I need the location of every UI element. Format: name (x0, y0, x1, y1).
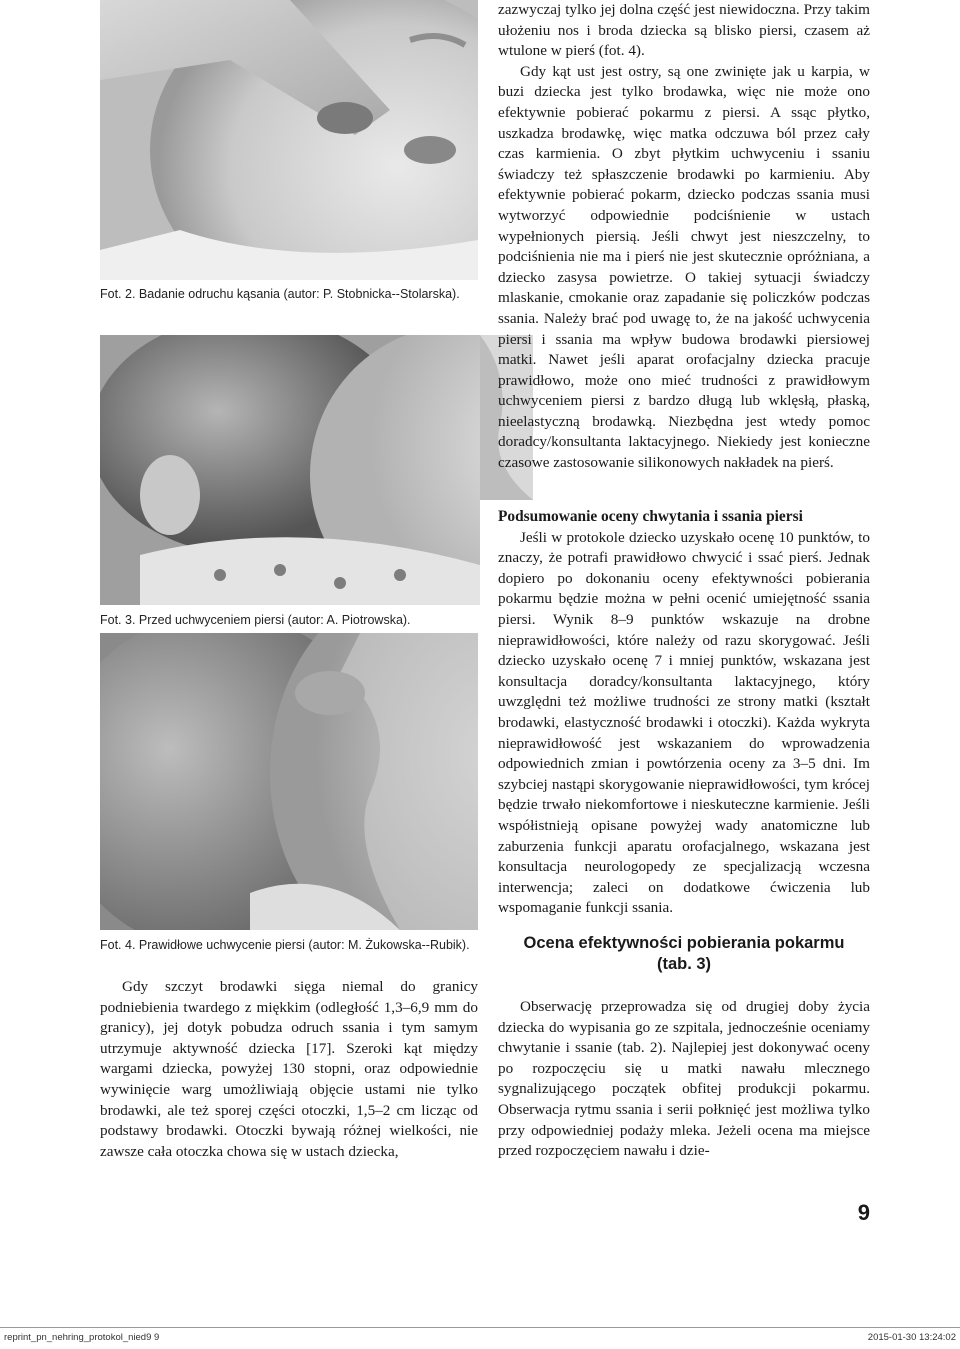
left-bottom-paragraph: Gdy szczyt brodawki sięga niemal do granicy podniebienia twardego z miękkim (odległość 1,3–6,9 mm do granicy), jej dotyk pobudza odruch ssania i tym samym utrzymuje aktywność dziecka [17]. Szeroki kąt między wargami dziecka, powyżej 130 stopni, oraz odpowiednie wywinięcie warg umożliwiają objęcie ustami nie tylko brodawki, ale też sporej części otoczki, 1,5–2 cm licząc od podstawy brodawki. Otoczki bywają różnej wielkości, nie zawsze cała otoczka chowa się w ustach dziecka, (100, 978, 478, 1160)
photo-fig3 (100, 335, 480, 605)
caption-fig3-text: Fot. 3. Przed uchwyceniem piersi (autor: A. Piotrowska). (100, 613, 411, 627)
page-number-text: 9 (857, 1200, 870, 1225)
summary-heading: Podsumowanie oceny chwytania i ssania piersi (498, 508, 803, 525)
footer-filename (4, 1332, 159, 1343)
footer-filename-text: reprint_pn_nehring_protokol_nied9 9 (4, 1332, 160, 1343)
caption-fig2-text: Fot. 2. Badanie odruchu kąsania (autor: P. Stobnicka--Stolarska). (100, 287, 460, 301)
summary-section (498, 507, 870, 919)
photo-fig4 (100, 633, 478, 930)
efficiency-text-block (498, 997, 870, 1162)
caption-fig2 (100, 286, 476, 302)
photo-fig4-illustration (100, 633, 478, 930)
footer-timestamp (868, 1332, 956, 1343)
summary-paragraph: Jeśli w protokole dziecko uzyskało ocenę 10 punktów, to znaczy, że potrafi prawidłowo chwycić i ssać pierś. Jednak dopiero po dokonaniu oceny efektywności pobierania pokarmu będzie można w pełni ocenić umiejętność ssania piersi. Wynik 8–9 punktów wskazuje na drobne nieprawidłowości, które należy od razu skorygować. Jeśli dziecko uzyskało ocenę 7 i mniej punktów, wskazana jest konsultacja doradcy/konsultanta laktacyjnego, który uwzględni też możliwe trudności ze strony matki (kształt brodawki, elastyczność brodawki i otoczki). Każda wykryta nieprawidłowość jest wskazaniem do wprowadzenia odpowiednich zmian i powtórzenia oceny za 3–5 dni. Im szybciej nastąpi skorygowanie nieprawidłowości, tym krócej będzie trwało niekomfortowe i nieskuteczne karmienie. Jeśli współistnieją opisane powyżej wady anatomiczne lub zaburzenia funkcji aparatu orofacjalnego, wskazana jest konsultacja neurologopedy ze specjalizacją wczesna interwencja; zaleci on dodatkowe ćwiczenia lub wspomaganie funkcji ssania. (498, 528, 870, 917)
page-number (840, 1200, 870, 1226)
footer-divider (0, 1327, 960, 1328)
efficiency-heading (508, 933, 860, 975)
efficiency-paragraph: Obserwację przeprowadza się od drugiej doby życia dziecka do wypisania go ze szpitala, jednocześnie oceniamy chwytanie i ssanie (tab. 2). Najlepiej jest dokonywać oceny po rozpoczęciu się u matki nawału mlecznego sygnalizującego początek obfitej produkcji pokarmu. Obserwacja rytmu ssania i serii połknięć jest możliwa tylko przy odpowiedniej podaży mleka. Jeżeli ocena ma miejsce przed rozpoczęciem nawału i dzie- (498, 998, 870, 1160)
caption-fig4-text: Fot. 4. Prawidłowe uchwycenie piersi (autor: M. Żukowska--Rubik). (100, 938, 470, 952)
photo-fig3-illustration (100, 335, 480, 605)
caption-fig4 (100, 937, 478, 953)
right-top-paragraph-2: Gdy kąt ust jest ostry, są one zwinięte jak u karpia, w buzi dziecka jest tylko brodawka, więc nie może ono efektywnie pobierać pokarmu z piersi. A ssąc płytko, uszkadza brodawkę, więc matka odczuwa ból przez cały czas karmienia. O zbyt płytkim uchwyceniu i ssaniu świadczy też spłaszczenie brodawki po karmieniu. Aby efektywnie pobierać pokarm, dziecko podczas ssania musi wytworzyć odpowiednie podciśnienie w ustach wypełnionych piersią. Jeśli chwyt jest nieszczelny, to podciśnienia nie ma i pierś nie jest skutecznie opróżniana, a dziecko zasysa powietrze. O takiej sytuacji świadczy mlaskanie, cmokanie oraz zapadanie się policzków podczas ssania. Należy brać pod uwagę to, że na jakość uchwycenia piersi i ssania ma wpływ budowa brodawki piersiowej matki. Nawet jeśli aparat orofacjalny dziecka pracuje prawidłowo, może ono mieć trudności z prawidłowym uchwyceniem piersi z bardzo długą lub wklęsłą, płaską, nieelastyczną brodawką. Niezbędna jest wtedy pomoc doradcy/konsultanta laktacyjnego. Niekiedy jest konieczne czasowe zastosowanie silikonowych nakładek na pierś. (498, 62, 870, 472)
right-top-paragraph-1: zazwyczaj tylko jej dolna część jest niewidoczna. Przy takim ułożeniu nos i broda dziecka są blisko piersi, czasem aż wtulone w pierś (fot. 4). (498, 1, 870, 60)
right-top-text-block (498, 0, 870, 474)
efficiency-heading-text: Ocena efektywności pobierania pokarmu (tab. 3) (523, 934, 845, 973)
photo-fig2 (100, 0, 478, 280)
caption-fig3 (100, 612, 480, 628)
footer-timestamp-text: 2015-01-30 13:24:02 (867, 1332, 956, 1343)
left-bottom-text-block (100, 977, 478, 1162)
photo-fig2-illustration (100, 0, 478, 280)
